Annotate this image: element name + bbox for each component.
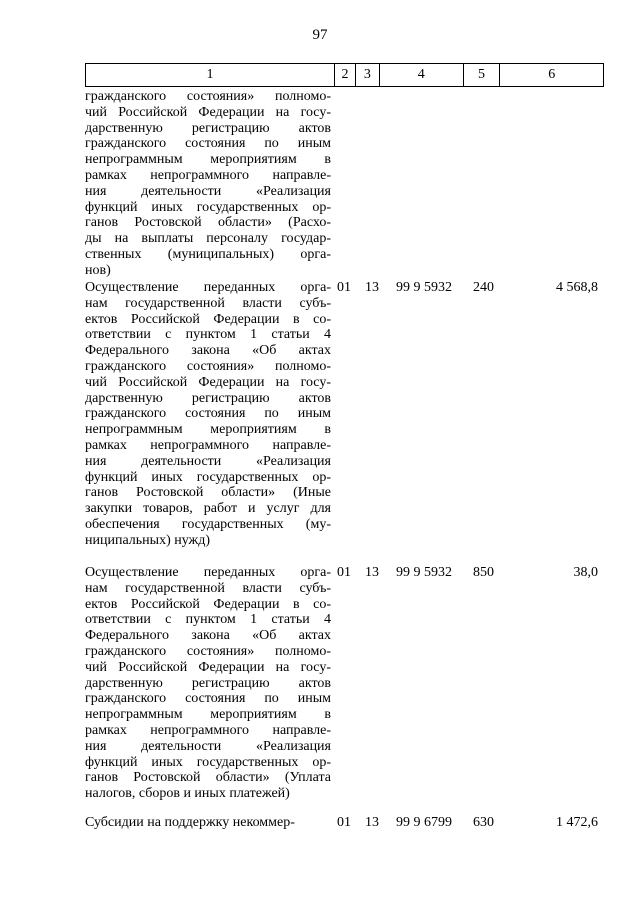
description-line: Субсидии на поддержку некоммер-	[85, 815, 295, 830]
section-code: 01	[337, 280, 351, 295]
row-description	[85, 89, 331, 279]
description-line: гражданского состояния» полномо-	[85, 358, 331, 374]
description-line: ния деятельности «Реализация	[85, 453, 331, 469]
description-line: гражданского состояния по иным	[85, 406, 331, 422]
description-line: налогов, сборов и иных платежей)	[85, 786, 290, 802]
description-line: ответствии с пунктом 1 статьи 4	[85, 612, 331, 628]
description-line: функций иных государственных ор-	[85, 199, 331, 215]
description-line: ния деятельности «Реализация	[85, 183, 331, 199]
header-col-1: 1	[86, 64, 335, 86]
expense-type-code: 240	[473, 280, 494, 295]
table-header	[85, 63, 604, 87]
row-description	[85, 280, 331, 549]
description-line: ния деятельности «Реализация	[85, 738, 331, 754]
section-code: 01	[337, 815, 351, 830]
description-line: Осуществление переданных орга-	[85, 280, 331, 295]
description-line: ганов Ростовской области» (Иные	[85, 485, 331, 501]
description-line: чий Российской Федерации на госу-	[85, 659, 331, 675]
page-number: 97	[312, 27, 328, 43]
description-line: непрограммным мероприятиям в	[85, 422, 331, 438]
section-code: 01	[337, 565, 351, 580]
description-line: рамках непрограммного направле-	[85, 167, 331, 183]
description-line: нов)	[85, 262, 111, 278]
description-line: рамках непрограммного направле-	[85, 437, 331, 453]
description-line: непрограммным мероприятиям в	[85, 152, 331, 168]
target-article-code: 99 9 5932	[396, 280, 452, 295]
description-line: ганов Ростовской области» (Расхо-	[85, 215, 331, 231]
description-line: ды на выплаты персоналу государ-	[85, 231, 331, 247]
description-line: дарственную регистрацию актов	[85, 390, 331, 406]
description-line: нам государственной власти субъ-	[85, 295, 331, 311]
description-line: гражданского состояния» полномо-	[85, 89, 331, 104]
header-col-5: 5	[464, 64, 501, 86]
description-line: рамках непрограммного направле-	[85, 722, 331, 738]
description-line: Федерального закона «Об актах	[85, 343, 331, 359]
description-line: ответствии с пунктом 1 статьи 4	[85, 327, 331, 343]
subsection-code: 13	[365, 815, 379, 830]
amount: 38,0	[573, 565, 598, 580]
description-line: чий Российской Федерации на госу-	[85, 104, 331, 120]
expense-type-code: 630	[473, 815, 494, 830]
description-line: чий Российской Федерации на госу-	[85, 374, 331, 390]
subsection-code: 13	[365, 565, 379, 580]
description-line: ниципальных) нужд)	[85, 532, 210, 548]
description-line: закупки товаров, работ и услуг для	[85, 501, 331, 517]
description-line: ектов Российской Федерации в со-	[85, 311, 331, 327]
description-line: дарственную регистрацию актов	[85, 675, 331, 691]
header-col-2: 2	[335, 64, 356, 86]
subsection-code: 13	[365, 280, 379, 295]
row-description	[85, 815, 331, 831]
description-line: гражданского состояния по иным	[85, 691, 331, 707]
header-col-3: 3	[356, 64, 380, 86]
amount: 1 472,6	[556, 815, 598, 830]
target-article-code: 99 9 5932	[396, 565, 452, 580]
description-line: непрограммным мероприятиям в	[85, 707, 331, 723]
description-line: Осуществление переданных орга-	[85, 565, 331, 580]
description-line: функций иных государственных ор-	[85, 469, 331, 485]
description-line: функций иных государственных ор-	[85, 754, 331, 770]
amount: 4 568,8	[556, 280, 598, 295]
description-line: Федерального закона «Об актах	[85, 628, 331, 644]
target-article-code: 99 9 6799	[396, 815, 452, 830]
description-line: дарственную регистрацию актов	[85, 120, 331, 136]
header-col-6: 6	[548, 67, 556, 82]
description-line: ганов Ростовской области» (Уплата	[85, 770, 331, 786]
description-line: гражданского состояния» полномо-	[85, 643, 331, 659]
description-line: гражданского состояния по иным	[85, 136, 331, 152]
expense-type-code: 850	[473, 565, 494, 580]
header-col-4: 4	[380, 64, 464, 86]
row-description	[85, 565, 331, 802]
description-line: ственных (муниципальных) орга-	[85, 246, 331, 262]
description-line: ектов Российской Федерации в со-	[85, 596, 331, 612]
description-line: обеспечения государственных (му-	[85, 516, 331, 532]
description-line: нам государственной власти субъ-	[85, 580, 331, 596]
